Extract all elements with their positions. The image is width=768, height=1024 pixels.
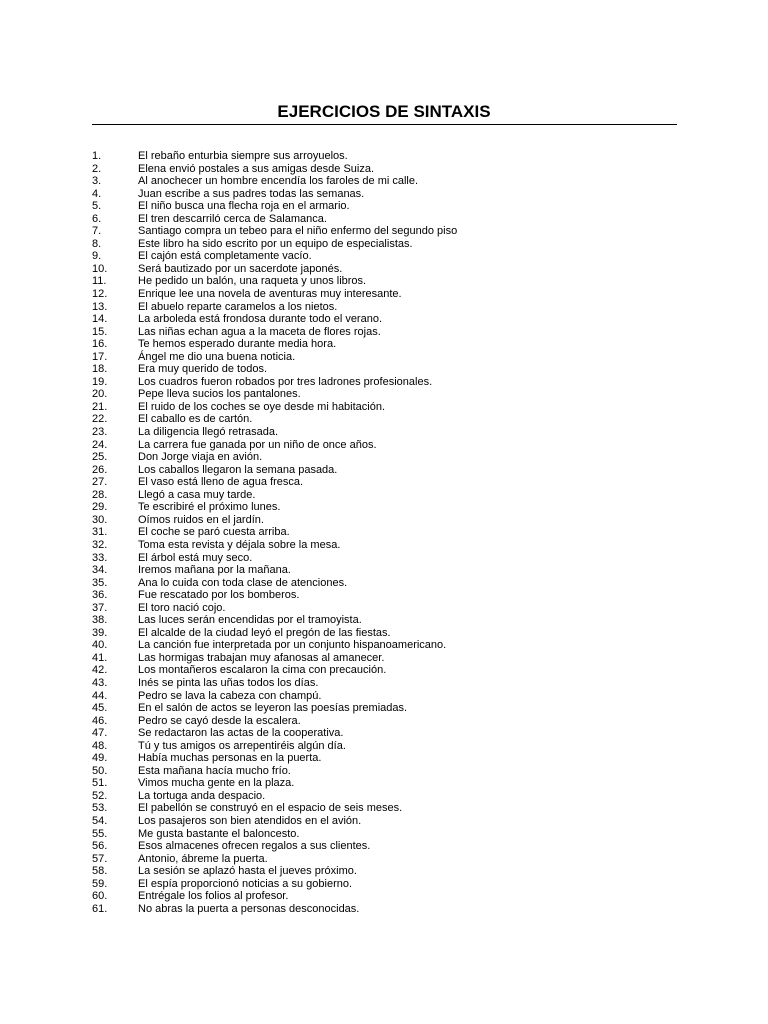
item-sentence: El niño busca una flecha roja en el armario. [138,200,350,213]
item-number: 10. [92,262,108,275]
item-number: 51. [92,777,108,790]
item-sentence: Las luces serán encendidas por el tramoyista. [138,614,362,627]
item-sentence: Vimos mucha gente en la plaza. [138,777,295,790]
title-underline [92,124,677,125]
item-number: 29. [92,501,108,514]
item-number: 61. [92,902,108,915]
item-sentence: Las niñas echan agua a la maceta de flores rojas. [138,325,381,338]
item-sentence: Esos almacenes ofrecen regalos a sus clientes. [138,840,371,853]
item-sentence: Ana lo cuida con toda clase de atenciones. [138,576,348,589]
item-number: 37. [92,601,108,614]
item-sentence: El tren descarriló cerca de Salamanca. [138,212,327,225]
item-sentence: El vaso está lleno de agua fresca. [138,476,304,489]
item-number: 49. [92,752,108,765]
item-number: 18. [92,363,108,376]
item-sentence: Los pasajeros son bien atendidos en el avión. [138,814,362,827]
item-sentence: La sesión se aplazó hasta el jueves próximo. [138,865,357,878]
item-number: 31. [92,526,108,539]
item-number: 55. [92,827,108,840]
item-sentence: Inés se pinta las uñas todos los días. [138,676,319,689]
item-number: 45. [92,702,108,715]
item-number: 59. [92,877,108,890]
item-number: 13. [92,300,108,313]
item-sentence: Tú y tus amigos os arrepentiréis algún día. [138,739,346,752]
item-number: 56. [92,840,108,853]
item-number: 44. [92,689,108,702]
item-number: 38. [92,614,108,627]
item-number: 8. [92,237,102,250]
item-sentence: El alcalde de la ciudad leyó el pregón de las fiestas. [138,626,391,639]
document-title: EJERCICIOS DE SINTAXIS [277,102,491,121]
item-sentence: El rebaño enturbia siempre sus arroyuelos. [138,150,348,162]
item-number: 6. [92,212,102,225]
item-sentence: Don Jorge viaja en avión. [138,451,263,464]
item-number: 24. [92,438,108,451]
item-number: 28. [92,488,108,501]
item-number: 1. [92,150,102,162]
item-number: 19. [92,375,108,388]
item-sentence: Oímos ruidos en el jardín. [138,513,264,526]
item-sentence: El ruido de los coches se oye desde mi habitación. [138,400,386,413]
item-number: 27. [92,476,108,489]
item-sentence: El espía proporcionó noticias a su gobierno. [138,877,353,890]
item-sentence: Ángel me dio una buena noticia. [138,350,296,363]
item-sentence: Llegó a casa muy tarde. [138,488,256,501]
item-number: 32. [92,538,108,551]
item-number: 7. [92,225,102,238]
item-number: 46. [92,714,108,727]
item-number: 52. [92,789,108,802]
item-sentence: Te escribiré el próximo lunes. [138,501,281,514]
item-sentence: Iremos mañana por la mañana. [138,564,291,577]
item-sentence: La carrera fue ganada por un niño de once años. [138,438,377,451]
item-number: 58. [92,865,108,878]
item-sentence: Pedro se lava la cabeza con champú. [138,689,322,702]
item-number: 48. [92,739,108,752]
item-number: 35. [92,576,108,589]
item-number: 53. [92,802,108,815]
item-sentence: Pedro se cayó desde la escalera. [138,714,301,727]
item-sentence: La tortuga anda despacio. [138,789,266,802]
item-number: 57. [92,852,108,865]
item-sentence: Entrégale los folios al profesor. [138,890,289,903]
item-sentence: El cajón está completamente vacío. [138,250,312,263]
item-sentence: La arboleda está frondosa durante todo el verano. [138,313,383,326]
item-sentence: Era muy querido de todos. [138,363,268,376]
item-number: 16. [92,338,108,351]
item-number: 60. [92,890,108,903]
item-number: 15. [92,325,108,338]
item-number: 34. [92,564,108,577]
item-number: 43. [92,676,108,689]
item-number: 3. [92,175,102,188]
item-sentence: En el salón de actos se leyeron las poesías premiadas. [138,702,408,715]
item-number: 54. [92,814,108,827]
item-sentence: Los caballos llegaron la semana pasada. [138,463,338,476]
item-number: 23. [92,426,108,439]
item-sentence: He pedido un balón, una raqueta y unos libros. [138,275,367,288]
item-sentence: Se redactaron las actas de la cooperativa. [138,727,344,740]
item-sentence: El árbol está muy seco. [138,551,253,564]
item-sentence: Fue rescatado por los bomberos. [138,589,300,602]
item-sentence: Al anochecer un hombre encendía los faroles de mi calle. [138,175,419,188]
item-sentence: Las hormigas trabajan muy afanosas al amanecer. [138,651,385,664]
item-sentence: Santiago compra un tebeo para el niño enfermo del segundo piso [138,225,458,238]
item-number: 30. [92,513,108,526]
item-sentence: Toma esta revista y déjala sobre la mesa. [138,538,341,551]
item-number: 12. [92,288,108,301]
item-number: 4. [92,187,102,200]
item-number: 20. [92,388,108,401]
item-sentence: Me gusta bastante el baloncesto. [138,827,300,840]
item-sentence: La diligencia llegó retrasada. [138,426,279,439]
item-number: 50. [92,764,108,777]
item-sentence: Elena envió postales a sus amigas desde Suiza. [138,162,375,175]
item-number: 36. [92,589,108,602]
item-number: 47. [92,727,108,740]
item-sentence: Será bautizado por un sacerdote japonés. [138,262,343,275]
item-number: 14. [92,313,108,326]
item-sentence: El caballo es de cartón. [138,413,253,426]
item-sentence: Antonio, ábreme la puerta. [138,852,268,865]
item-sentence: El pabellón se construyó en el espacio de seis meses. [138,802,403,815]
item-sentence: Había muchas personas en la puerta. [138,752,322,765]
item-number: 5. [92,200,102,213]
item-sentence: Los cuadros fueron robados por tres ladrones profesionales. [138,375,433,388]
item-number: 9. [92,250,102,263]
item-number: 42. [92,664,108,677]
item-sentence: El abuelo reparte caramelos a los nietos. [138,300,338,313]
item-number: 25. [92,451,108,464]
item-sentence: Pepe lleva sucios los pantalones. [138,388,301,401]
item-number: 33. [92,551,108,564]
item-sentence: Te hemos esperado durante media hora. [138,338,337,351]
item-number: 39. [92,626,108,639]
item-number: 40. [92,639,108,652]
item-sentence: Este libro ha sido escrito por un equipo de especialistas. [138,237,413,250]
item-number: 41. [92,651,108,664]
item-sentence: No abras la puerta a personas desconocidas. [138,902,360,915]
item-sentence: La canción fue interpretada por un conjunto hispanoamericano. [138,639,447,652]
item-number: 22. [92,413,108,426]
item-sentence: El coche se paró cuesta arriba. [138,526,290,539]
item-sentence: Esta mañana hacía mucho frío. [138,764,291,777]
item-sentence: Los montañeros escalaron la cima con precaución. [138,664,387,677]
item-number: 17. [92,350,108,363]
item-number: 2. [92,162,102,175]
item-sentence: Enrique lee una novela de aventuras muy interesante. [138,288,402,301]
item-number: 11. [92,275,107,288]
item-sentence: El toro nació cojo. [138,601,226,614]
item-number: 21. [92,400,108,413]
item-number: 26. [92,463,108,476]
item-sentence: Juan escribe a sus padres todas las semanas. [138,187,365,200]
